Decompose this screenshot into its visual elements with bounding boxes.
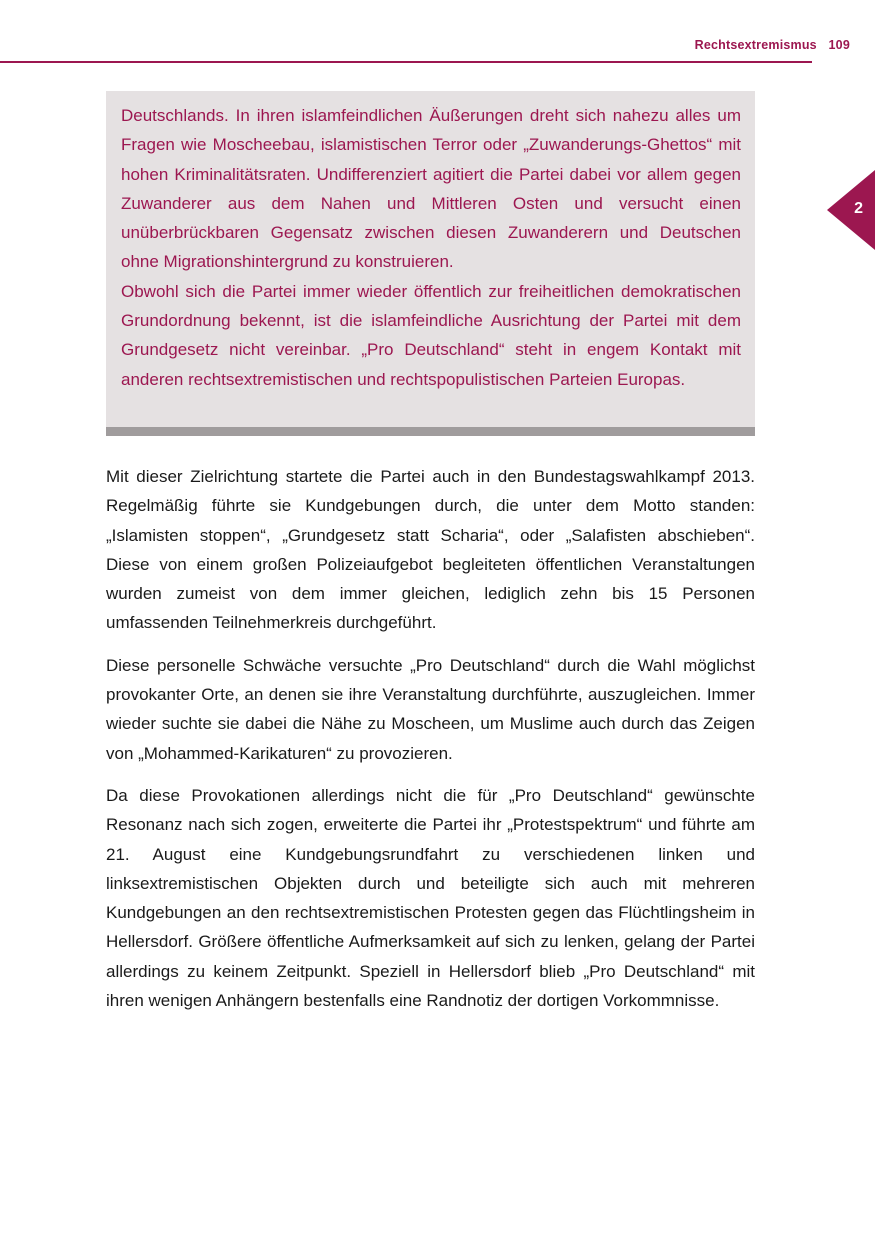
body-paragraph: Mit dieser Zielrichtung startete die Partei auch in den Bundestagswahlkampf 2013. Regelmäßig führte sie Kundgebungen durch, die unter dem Motto standen: „Islamisten stoppen“, „Grundgesetz statt Scharia“, oder „Salafisten abschieben“. Diese von einem großen Polizeiaufgebot begleiteten öffentlichen Veranstaltungen wurden zumeist von dem immer gleichen, lediglich zehn bis 15 Personen umfassenden Teilnehmerkreis durchgeführt. <box>106 467 755 633</box>
page-number: 109 <box>828 38 850 52</box>
chapter-tab-triangle-icon <box>827 170 875 250</box>
body-paragraph: Diese personelle Schwäche versuchte „Pro Deutschland“ durch die Wahl möglichst provokanter Orte, an denen sie ihre Veranstaltung durchführte, auszugleichen. Immer wieder suchte sie dabei die Nähe zu Moscheen, um Muslime auch durch das Zeigen von „Mohammed-Karikaturen“ zu provozieren. <box>106 655 755 763</box>
chapter-tab <box>827 170 875 250</box>
body-text <box>106 462 755 1028</box>
info-box-paragraph: Deutschlands. In ihren islamfeindlichen Äußerungen dreht sich nahezu alles um Fragen wie Moscheebau, islamistischen Terror oder „Zuwanderungs-Ghettos“ mit hohen Kriminalitätsraten. Undifferenziert agitiert die Partei dabei vor allem gegen Zuwanderer aus dem Nahen und Mittleren Osten und versucht einen unüberbrückbaren Gegensatz zwischen diesen Zuwanderern und Deutschen ohne Migrationshintergrund zu konstruieren. <box>121 106 741 272</box>
info-box-paragraph: Obwohl sich die Partei immer wieder öffentlich zur freiheitlichen demokratischen Grundordnung bekennt, ist die islamfeindliche Ausrichtung der Partei mit dem Grundgesetz nicht vereinbar. „Pro Deutschland“ steht in engem Kontakt mit anderen rechtsextremistischen und rechtspopulistischen Parteien Europas. <box>121 281 741 389</box>
running-header <box>695 38 850 52</box>
header-rule <box>0 61 812 63</box>
info-box <box>106 91 755 427</box>
running-header-title: Rechtsextremismus <box>694 38 817 52</box>
info-box-bottom-bar <box>106 427 755 436</box>
chapter-number: 2 <box>854 200 863 217</box>
body-paragraph: Da diese Provokationen allerdings nicht die für „Pro Deutschland“ gewünschte Resonanz nach sich zogen, erweiterte die Partei ihr „Protestspektrum“ und führte am 21. August eine Kundgebungsrundfahrt zu verschiedenen linken und linksextremistischen Objekten durch und beteiligte sich auch mit mehreren Kundgebungen an den rechtsextremistischen Protesten gegen das Flüchtlingsheim in Hellersdorf. Größere öffentliche Aufmerksamkeit auf sich zu lenken, gelang der Partei allerdings zu keinem Zeitpunkt. Speziell in Hellersdorf blieb „Pro Deutschland“ mit ihren wenigen Anhängern bestenfalls eine Randnotiz der dortigen Vorkommnisse. <box>106 785 755 1011</box>
